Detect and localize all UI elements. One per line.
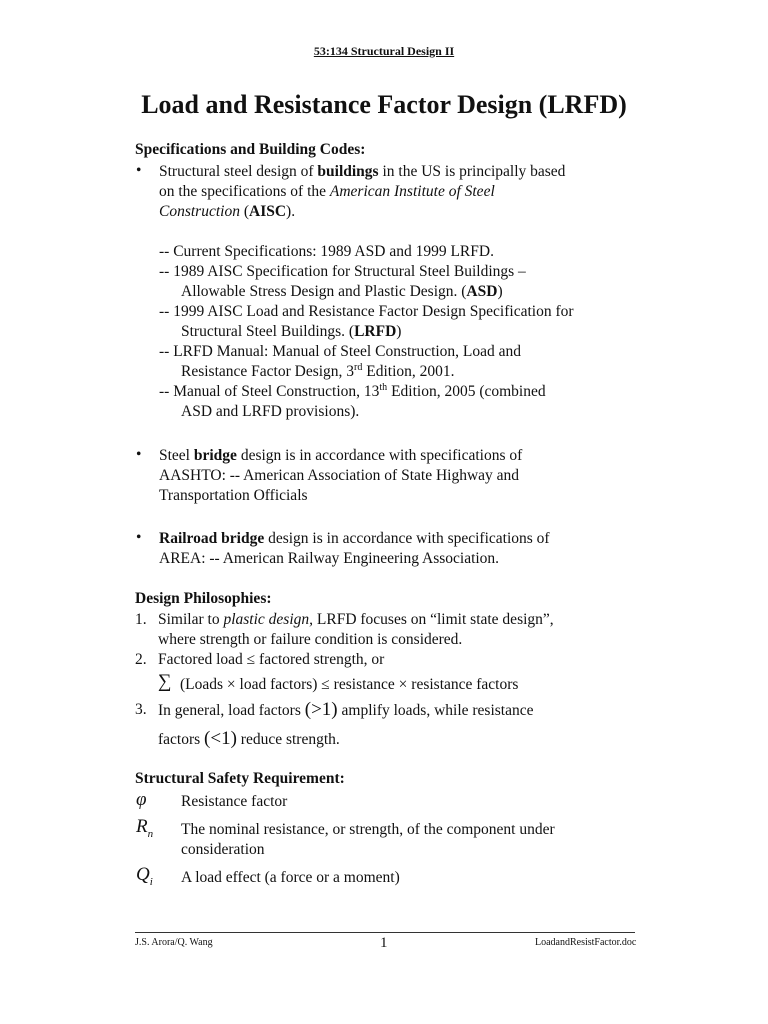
safety-heading: Structural Safety Requirement:: [135, 770, 345, 787]
bullet-icon: •: [136, 529, 142, 546]
spec-current: -- Current Specifications: 1989 ASD and 1999 LRFD.: [159, 243, 494, 260]
philosophy-item-2-formula: (Loads × load factors) ≤ resistance × resistance factors: [180, 676, 519, 693]
spec-manual-13-cont: ASD and LRFD provisions).: [181, 403, 360, 420]
rn-symbol: $R_n$: [136, 816, 154, 840]
page-title: Load and Resistance Factor Design (LRFD): [141, 90, 627, 119]
spec-manual-13: -- Manual of Steel Construction, 13th Edition, 2005 (combined: [159, 381, 546, 400]
spec-lrfd-cont: Structural Steel Buildings. (LRFD): [181, 323, 402, 340]
item-number: 1.: [135, 611, 147, 628]
bullet-icon: •: [136, 162, 142, 179]
spec-asd: -- 1989 AISC Specification for Structural Steel Buildings –: [159, 263, 526, 280]
footer-divider: [135, 932, 635, 933]
buildings-paragraph: Structural steel design of buildings in the US is principally based on the specifications of the American Institute of Steel Construction (AISC).: [159, 163, 566, 220]
bridge-paragraph: Steel bridge design is in accordance with specifications of AASHTO: -- American Association of State Highway and Transportation Officials: [159, 447, 523, 504]
qi-description: A load effect (a force or a moment): [181, 869, 400, 886]
sum-symbol: ∑: [158, 671, 172, 692]
phi-description: Resistance factor: [181, 793, 288, 810]
rn-description: The nominal resistance, or strength, of the component under consideration: [181, 821, 555, 858]
footer-filename: LoadandResistFactor.doc: [535, 937, 637, 948]
item-number: 2.: [135, 651, 147, 668]
page-number: 1: [380, 935, 388, 951]
specs-heading: Specifications and Building Codes:: [135, 141, 366, 158]
spec-manual: -- LRFD Manual: Manual of Steel Construction, Load and: [159, 343, 522, 360]
course-header: 53:134 Structural Design II: [313, 44, 455, 58]
railroad-paragraph: Railroad bridge design is in accordance with specifications of AREA: -- American Railway Engineering Association.: [159, 530, 550, 567]
spec-list: [159, 242, 659, 422]
item-number: 3.: [135, 701, 147, 718]
philosophy-item-3: In general, load factors (>1) amplify loads, while resistance factors (<1) reduce strength.: [158, 699, 534, 749]
spec-lrfd: -- 1999 AISC Load and Resistance Factor Design Specification for: [159, 303, 574, 320]
phi-symbol: φ: [136, 789, 147, 810]
spec-manual-cont: Resistance Factor Design, 3rd Edition, 2001.: [181, 361, 455, 380]
philosophy-item-2: Factored load ≤ factored strength, or: [158, 651, 385, 668]
qi-symbol: $Q_i$: [136, 864, 153, 888]
philosophy-heading: Design Philosophies:: [135, 590, 272, 607]
spec-asd-cont: Allowable Stress Design and Plastic Design. (ASD): [181, 283, 503, 300]
footer-authors: J.S. Arora/Q. Wang: [135, 937, 213, 948]
bullet-icon: •: [136, 446, 142, 463]
philosophy-item-1: Similar to plastic design, LRFD focuses on “limit state design”, where strength or failure condition is considered.: [158, 611, 554, 648]
